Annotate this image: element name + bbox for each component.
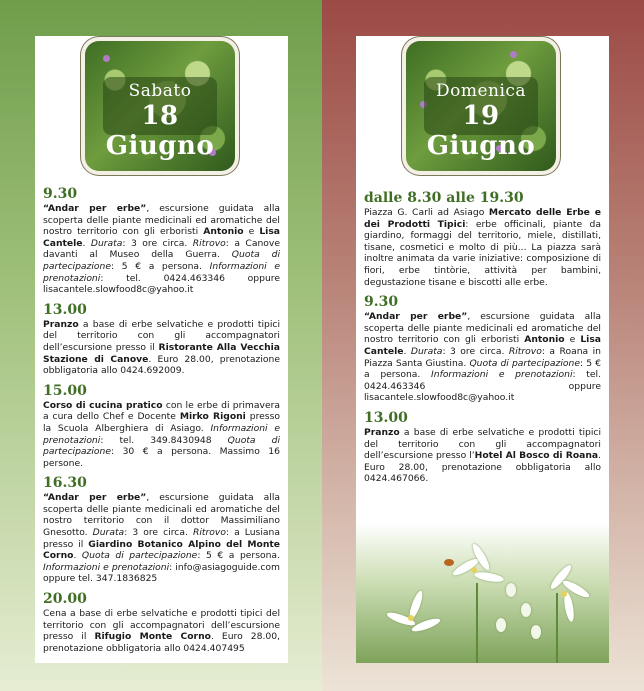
event-text-run: Corso di cucina pratico [43, 399, 163, 411]
event-text-run: “Andar per erbe” [43, 203, 147, 214]
event-text-run: Durata [90, 237, 123, 249]
event-description [364, 427, 601, 485]
event-text-run: : erbe officinali, piante da giardino, formaggi del territorio, miele, distillati, tisane, cosmetici e molto di più... La piazza sarà inoltre animata da varie iniziative: composizione di fiori, erbe tintòrie, attività per bambini, degustazione tisane e biscotti alle erbe. [364, 218, 601, 288]
event-text-run: . [73, 550, 82, 562]
event-text-run: : tel. 0424.463346 oppure lisacantele.slowfood8c@yahoo.it [364, 369, 602, 404]
event-text-run: a base di erbe selvatiche e prodotti tipici del territorio con gli accompagnatori dell’escursione presso l’ [364, 426, 601, 462]
event-time: 16.30 [43, 475, 87, 492]
event-text-run: : 3 ore circa. [122, 237, 193, 249]
event-time: 9.30 [43, 186, 78, 202]
flower-petal [474, 570, 505, 583]
flower-bud [531, 625, 541, 639]
event-description [364, 311, 601, 404]
event-time: 15.00 [43, 382, 87, 399]
event-description [43, 203, 280, 296]
sunday-events [364, 190, 601, 491]
event-text-run: “Andar per erbe” [43, 492, 147, 504]
event-text-run: : 5 € a persona. [364, 357, 601, 381]
event-text-run: Lisa Cantele [364, 334, 601, 357]
event-text-run: Informazioni e prenotazioni [43, 561, 170, 573]
event-text-run: Mirko Rigoni [179, 411, 246, 423]
event-text-run: Quota di partecipazione [43, 249, 280, 272]
flower-bud [496, 618, 506, 632]
sunday-header-image [406, 41, 556, 171]
event-text-run: e [243, 226, 260, 238]
event-text-run: Cena a base di erbe selvatiche e prodotti tipici del territorio con gli accompagnatori dell’escursione presso il [43, 608, 280, 643]
event-text-run: Pranzo [43, 318, 79, 330]
event-text-run: Durata [92, 527, 125, 539]
event-text-run: . [82, 237, 91, 249]
saturday-day-label: Sabato [128, 81, 192, 101]
event-text-run: e [564, 334, 581, 346]
event-text-run: : a Canove davanti al Museo della Guerra. [43, 237, 280, 261]
event-text-run: a base di erbe selvatiche e prodotti tipici del territorio con gli accompagnatori dell’escursione presso il [43, 318, 280, 353]
sunday-date-plaque [424, 77, 538, 161]
event-text-run: : tel. 0424.463346 oppure lisacantele.slowfood8c@yahoo.it [43, 272, 280, 296]
event-text-run: , escursione guidata alla scoperta delle piante medicinali ed aromatiche del nostro territorio con gli erboristi [364, 311, 602, 346]
event-time: 20.00 [43, 591, 87, 608]
sunday-panel [356, 36, 609, 663]
event-text-run: Durata [410, 345, 443, 357]
event-text-run: Mercato delle Erbe e dei Prodotti Tipici [364, 207, 601, 230]
event-text-run: “Andar per erbe” [364, 311, 468, 323]
flower-bud [521, 603, 531, 617]
event-text-run: Informazioni e prenotazioni [43, 260, 280, 284]
saturday-header-image [85, 41, 235, 171]
event-text-run: . [403, 345, 411, 357]
event-text-run: Ritrovo [192, 527, 226, 539]
event-text-run: . Euro 28.00, prenotazione obbligatoria allo 0424.467066. [364, 450, 601, 485]
event-text-run: : info@asiagoguide.com oppure tel. 347.1836825 [43, 561, 280, 585]
event-description [43, 400, 280, 470]
event-time: dalle 8.30 alle 19.30 [364, 190, 524, 206]
event-text-run: : a Lusiana presso il [43, 527, 280, 550]
saturday-date-plaque [103, 77, 217, 161]
event-text-run: : 3 ore circa. [442, 345, 509, 357]
flower-icon [103, 55, 110, 62]
event-text-run: Informazioni e prenotazioni [431, 369, 573, 381]
event-text-run: Ritrovo [508, 345, 542, 357]
event-text-run: Ritrovo [192, 237, 226, 249]
wild-garlic-flowers-image [356, 523, 609, 663]
sunday-date-label: 19 Giugno [426, 101, 536, 161]
event-description [43, 319, 280, 377]
bee-icon [444, 559, 454, 566]
flower-icon [510, 51, 517, 58]
event-text-run: , escursione guidata alla scoperta delle piante medicinali ed aromatiche del nostro territorio con gli erboristi [43, 203, 281, 238]
event-text-run: con le erbe di primavera a cura dello Chef e Docente [43, 399, 280, 423]
event-text-run: : 5 € a persona. [197, 550, 280, 562]
event-text-run: Antonio [203, 226, 244, 238]
event-text-run: Quota di partecipazione [43, 434, 280, 458]
event-text-run: : 5 € a persona. [111, 260, 210, 272]
saturday-panel [35, 36, 288, 663]
event-time: 13.00 [364, 409, 408, 426]
event-text-run: Informazioni e prenotazioni [43, 422, 280, 446]
stem [476, 583, 478, 663]
event-text-run: . Euro 28.00, prenotazione obbligatoria allo 0424.407495 [43, 631, 281, 654]
flower-center [408, 615, 414, 621]
event-text-run: : 30 € a persona. Massimo 16 persone. [43, 446, 280, 469]
flower-bud [506, 583, 516, 597]
event-text-run: Pranzo [364, 426, 400, 438]
event-text-run: presso la Scuola Alberghiera di Asiago. [43, 411, 281, 434]
event-text-run: , escursione guidata alla scoperta delle piante medicinali ed aromatiche del nostro territorio con il dottor Massimiliano Gnesotto. [43, 492, 281, 539]
event-text-run: : a Roana in Piazza Santa Giustina. [364, 345, 601, 369]
event-description [364, 207, 601, 288]
event-text-run: Antonio [524, 334, 565, 346]
sunday-day-label: Domenica [435, 81, 527, 101]
flower-center [561, 591, 567, 597]
event-text-run: Rifugio Monte Corno [94, 631, 211, 643]
event-text-run: Quota di partecipazione [469, 357, 580, 369]
event-text-run: : tel. 349.8430948 [100, 434, 228, 446]
flower-center [471, 567, 477, 573]
event-text-run: Piazza G. Carli ad Asiago [364, 207, 489, 218]
event-text-run: : 3 ore circa. [124, 527, 193, 539]
event-text-run: . Euro 28.00, prenotazione obbligatoria allo 0424.692009. [43, 353, 281, 377]
stem [556, 593, 558, 663]
event-description [43, 492, 280, 585]
saturday-events [43, 186, 280, 660]
event-text-run: Hotel Al Bosco di Roana [474, 450, 599, 462]
saturday-date-label: 18 Giugno [105, 101, 215, 161]
flower-petal [411, 616, 442, 634]
event-time: 13.00 [43, 301, 87, 318]
event-text-run: Quota di partecipazione [81, 550, 198, 562]
event-text-run: Giardino Botanico Alpino del Monte Corno [43, 538, 280, 562]
event-description [43, 608, 280, 654]
event-text-run: Ristorante Alla Vecchia Stazione di Canove [43, 341, 280, 365]
event-time: 9.30 [364, 294, 399, 311]
event-text-run: Lisa Cantele [43, 226, 280, 249]
